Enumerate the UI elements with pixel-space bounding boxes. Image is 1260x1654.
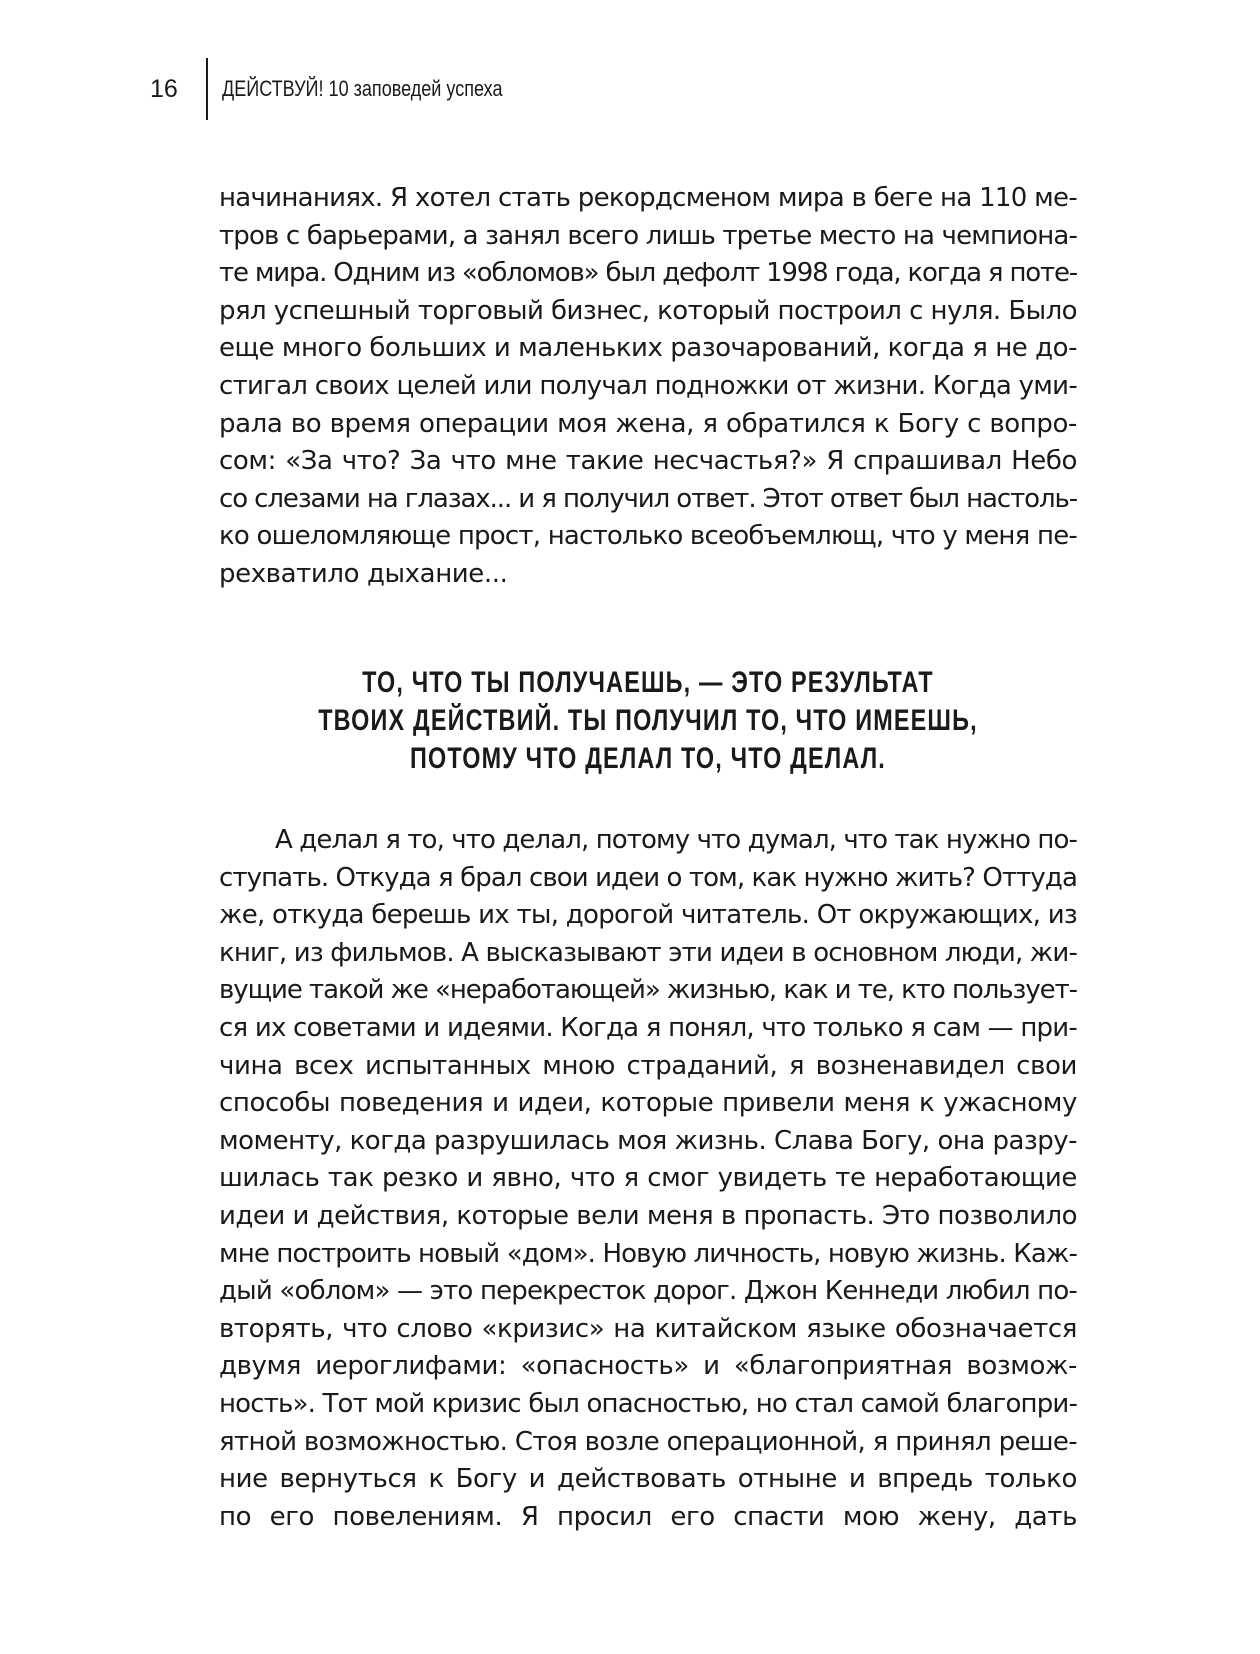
page-number: 16 (150, 74, 178, 103)
text-line: начинаниях. Я хотел стать рекордсменом мира в беге на 110 ме- (219, 183, 1077, 213)
text-line: ятной возможностью. Стоя возле операционной, я принял реше- (219, 1426, 1077, 1457)
text-line: сом: «За что? За что мне такие несчастья?» Я спрашивал Небо (219, 446, 1077, 477)
text-line: вторять, что слово «кризис» на китайском языке обозначается (219, 1313, 1077, 1344)
text-line: А делал я то, что делал, потому что думал, что так нужно по- (275, 825, 1077, 855)
heading-line: ПОТОМУ ЧТО ДЕЛАЛ ТО, ЧТО ДЕЛАЛ. (410, 742, 886, 775)
text-line: ность». Тот мой кризис был опасностью, но стал самой благопри- (219, 1388, 1077, 1419)
text-line: вущие такой же «неработающей» жизнью, как и те, кто пользует- (219, 975, 1077, 1006)
text-line: же, откуда берешь их ты, дорогой читатель. От окружающих, из (219, 900, 1077, 931)
text-line: еще много больших и маленьких разочарований, когда я не до- (219, 333, 1077, 364)
text-line: со слезами на глазах... и я получил ответ. Этот ответ был настоль- (219, 483, 1077, 514)
page-header (150, 58, 564, 120)
text-line: тров с барьерами, а занял всего лишь третье место на чемпиона- (219, 220, 1077, 251)
heading-line: ТВОИХ ДЕЙСТВИЙ. ТЫ ПОЛУЧИЛ ТО, ЧТО ИМЕЕШЬ, (318, 704, 978, 737)
text-line: ко ошеломляюще прост, настолько всеобъемлющ, что у меня пе- (219, 521, 1077, 552)
paragraph-2 (219, 822, 1077, 1536)
text-line: идеи и действия, которые вели меня в пропасть. Это позволило (219, 1200, 1077, 1231)
text-line: книг, из фильмов. А высказывают эти идеи в основном люди, жи- (219, 937, 1077, 968)
text-line: ся их советами и идеями. Когда я понял, что только я сам — при- (219, 1012, 1077, 1043)
paragraph-1 (219, 180, 1077, 594)
text-line: шилась так резко и явно, что я смог увидеть те неработающие (219, 1163, 1077, 1194)
text-line: рял успешный торговый бизнес, который построил с нуля. Было (219, 295, 1077, 326)
header-divider (206, 58, 208, 120)
text-line: по его повелениям. Я просил его спасти мою жену, дать (219, 1501, 1077, 1532)
text-line: способы поведения и идеи, которые привели меня к ужасному (219, 1088, 1077, 1119)
heading-line: ТО, ЧТО ТЫ ПОЛУЧАЕШЬ, — ЭТО РЕЗУЛЬТАТ (362, 666, 934, 699)
text-line: стигал своих целей или получал подножки от жизни. Когда уми- (219, 370, 1077, 401)
text-line: те мира. Одним из «обломов» был дефолт 1998 года, когда я поте- (219, 258, 1077, 289)
text-line: рехватило дыхание... (219, 558, 508, 589)
text-line: дый «облом» — это перекресток дорог. Джон Кеннеди любил по- (219, 1276, 1077, 1307)
section-heading (219, 664, 1077, 778)
text-line: ступать. Откуда я брал свои идеи о том, как нужно жить? Оттуда (219, 862, 1077, 893)
text-line: двумя иероглифами: «опасность» и «благоприятная возмож- (219, 1351, 1077, 1382)
text-line: ние вернуться к Богу и действовать отныне и впредь только (219, 1464, 1077, 1495)
text-line: рала во время операции моя жена, я обратился к Богу с вопро- (219, 408, 1077, 439)
text-line: мне построить новый «дом». Новую личность, новую жизнь. Каж- (219, 1238, 1077, 1269)
text-line: чина всех испытанных мною страданий, я возненавидел свои (219, 1050, 1077, 1081)
running-title: ДЕЙСТВУЙ! 10 заповедей успеха (222, 76, 503, 101)
text-line: моменту, когда разрушилась моя жизнь. Слава Богу, она разру- (219, 1125, 1077, 1156)
